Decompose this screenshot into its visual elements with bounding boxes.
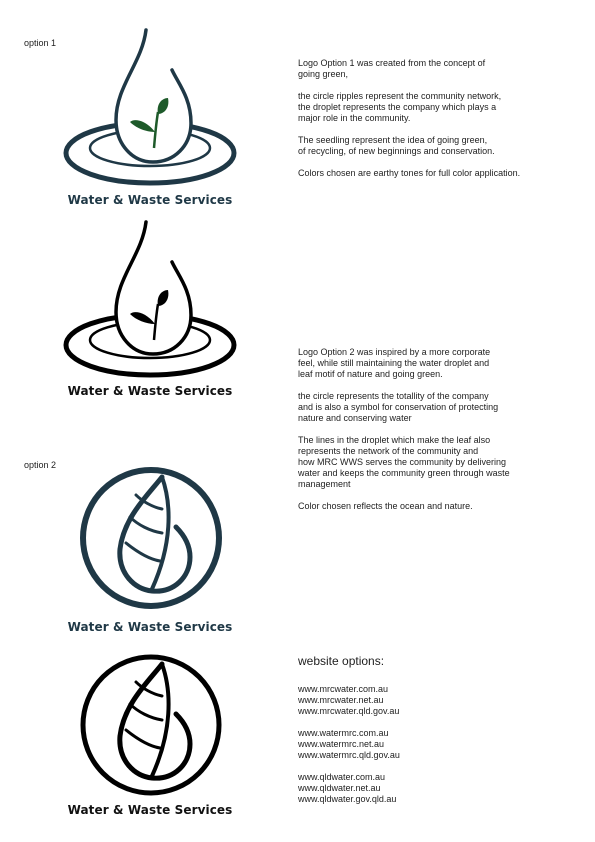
- option-2-description: [298, 347, 588, 523]
- option-1-paragraph: Logo Option 1 was created from the concept of going green,: [298, 58, 486, 79]
- option-1-paragraph: the circle ripples represent the community network, the droplet represents the company which plays a major role in the community.: [298, 91, 502, 123]
- website-group-watermrc: [298, 728, 400, 761]
- option-2-paragraph: The lines in the droplet which make the leaf also represents the network of the community and how MRC WWS serves the community by delivering water and keeps the community green through waste management: [298, 435, 510, 489]
- website-options-heading: website options:: [298, 654, 385, 668]
- website-address: www.qldwater.net.au: [298, 783, 381, 793]
- wordmark-option-2-mono: Water & Waste Services: [67, 803, 233, 817]
- wordmark-option-1-mono: Water & Waste Services: [67, 384, 233, 398]
- option-2-paragraph: the circle represents the totallity of the company and is also a symbol for conservation of protecting nature and conserving water: [298, 391, 499, 423]
- website-address: www.watermrc.net.au: [298, 739, 385, 749]
- wordmark-option-1: Water & Waste Services: [67, 193, 233, 207]
- leaf-circle-logo-mono: [78, 652, 224, 798]
- option-1-paragraph: Colors chosen are earthy tones for full color application.: [298, 168, 521, 178]
- website-group-mrcwater: [298, 684, 400, 717]
- option-2-label: option 2: [24, 460, 57, 470]
- option-2-paragraph: Color chosen reflects the ocean and nature.: [298, 501, 473, 511]
- website-address: www.mrcwater.qld.gov.au: [298, 706, 400, 716]
- website-address: www.qldwater.gov.qld.au: [298, 794, 397, 804]
- option-1-description: [298, 58, 588, 190]
- website-group-qldwater: [298, 772, 400, 805]
- website-options-list: [298, 684, 400, 816]
- option-1-paragraph: The seedling represent the idea of going green, of recycling, of new beginnings and conservation.: [298, 135, 495, 156]
- leaf-circle-logo-color: [78, 465, 224, 611]
- leaf-droplet-icon: [120, 664, 190, 778]
- website-address: www.watermrc.com.au: [298, 728, 389, 738]
- option-1-label: option 1: [24, 38, 57, 48]
- droplet-seedling-logo-color: [60, 28, 240, 193]
- wordmark-option-2: Water & Waste Services: [67, 620, 233, 634]
- droplet-seedling-logo-mono: [60, 220, 240, 385]
- website-address: www.mrcwater.net.au: [298, 695, 384, 705]
- website-address: www.qldwater.com.au: [298, 772, 386, 782]
- website-address: www.mrcwater.com.au: [298, 684, 389, 694]
- leaf-droplet-icon: [120, 477, 190, 591]
- option-2-paragraph: Logo Option 2 was inspired by a more corporate feel, while still maintaining the water droplet and leaf motif of nature and going green.: [298, 347, 491, 379]
- website-address: www.watermrc.qld.gov.au: [298, 750, 400, 760]
